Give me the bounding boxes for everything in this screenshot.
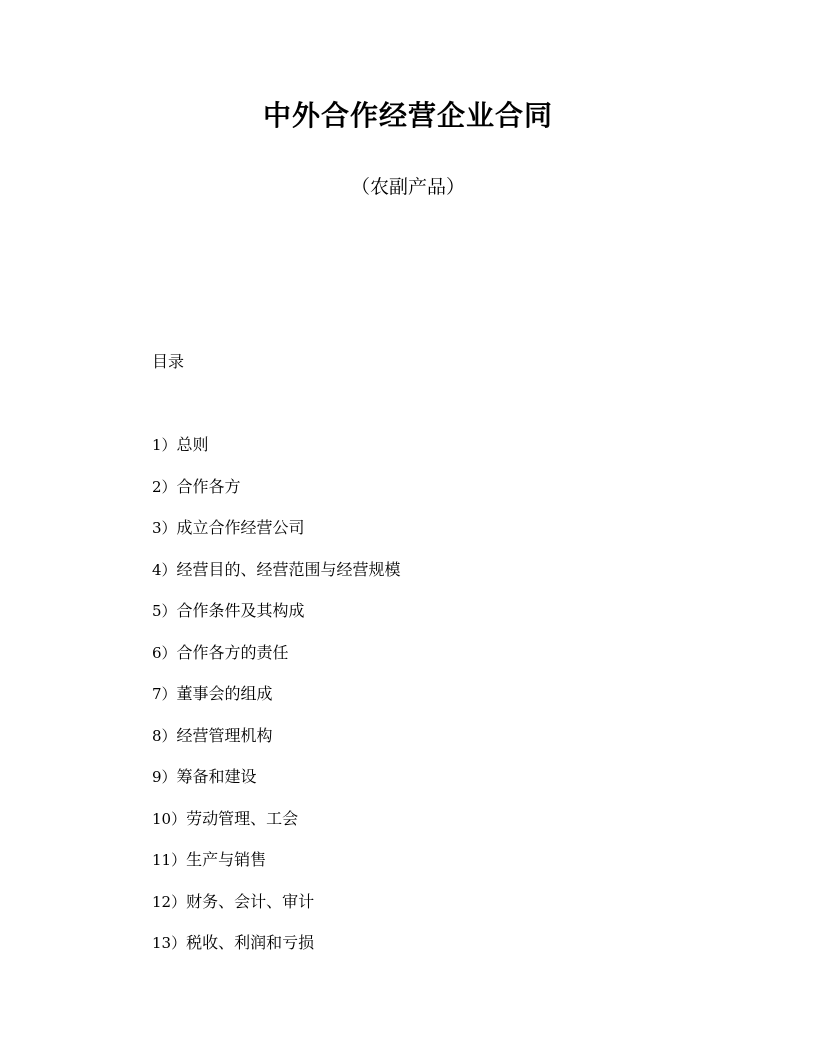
toc-item-text: 生产与销售: [186, 850, 267, 869]
toc-item-4: [152, 558, 401, 600]
toc-item-text: 经营目的、经营范围与经营规模: [176, 559, 401, 579]
toc-item-12: [152, 890, 401, 932]
toc-item-8: [152, 724, 401, 766]
toc-item-5: [152, 599, 401, 641]
toc-item-number: 11）: [152, 851, 187, 869]
toc-item-6: [152, 641, 401, 683]
toc-item-text: 经营管理机构: [176, 725, 273, 745]
toc-item-3: [152, 516, 401, 558]
toc-item-text: 劳动管理、工会: [186, 808, 299, 828]
toc-item-number: 10）: [152, 809, 187, 828]
document-title: 中外合作经营企业合同: [262, 99, 553, 132]
toc-item-number: 4）: [152, 560, 177, 579]
toc-item-text: 筹备和建设: [176, 767, 257, 786]
toc-item-1: [152, 433, 401, 475]
toc-item-number: 2）: [152, 477, 177, 496]
toc-item-9: [152, 765, 401, 807]
toc-heading: 目录: [152, 352, 185, 371]
toc-item-text: 税收、利润和亏损: [186, 933, 315, 952]
toc-item-number: 1）: [152, 436, 177, 454]
toc-item-text: 董事会的组成: [176, 684, 273, 703]
toc-item-2: [152, 475, 401, 517]
toc-item-number: 5）: [152, 602, 177, 620]
toc-item-number: 12）: [152, 892, 187, 911]
toc-item-11: [152, 848, 401, 890]
toc-item-7: [152, 682, 401, 724]
toc-item-number: 13）: [152, 934, 187, 952]
toc-item-text: 总则: [176, 435, 209, 454]
toc-item-text: 财务、会计、审计: [186, 891, 315, 911]
toc-item-text: 合作各方: [176, 476, 241, 496]
toc-item-number: 9）: [152, 768, 177, 786]
toc-item-text: 合作条件及其构成: [176, 601, 305, 620]
toc-item-10: [152, 807, 401, 849]
toc-item-number: 7）: [152, 685, 177, 703]
table-of-contents: [152, 433, 401, 973]
toc-item-text: 成立合作经营公司: [176, 518, 305, 537]
document-subtitle: （农副产品）: [350, 176, 465, 198]
toc-item-text: 合作各方的责任: [176, 642, 289, 662]
toc-item-number: 6）: [152, 643, 177, 662]
toc-item-number: 8）: [152, 726, 177, 745]
toc-item-13: [152, 931, 401, 973]
toc-item-number: 3）: [152, 519, 177, 537]
